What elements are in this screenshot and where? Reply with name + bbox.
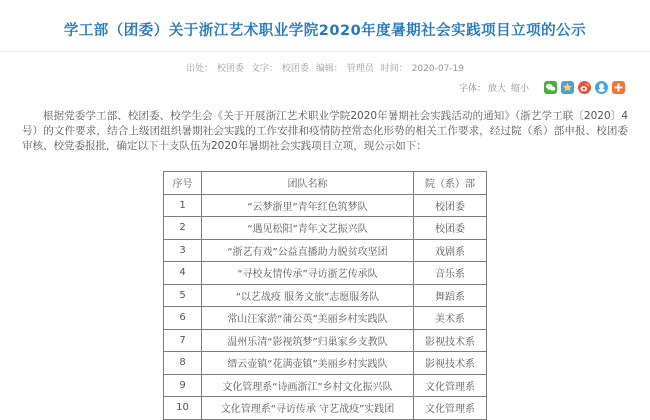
header-cell-team-name: 团队名称 <box>202 172 414 195</box>
table-row <box>164 352 487 375</box>
table-cell: 5 <box>164 284 202 307</box>
table-cell: 舞蹈系 <box>414 284 487 307</box>
font-zoom-in-link[interactable]: 放大 <box>487 84 506 94</box>
qzone-icon[interactable] <box>561 81 574 94</box>
meta-source-value: 校团委 <box>216 64 244 74</box>
article-paragraph: 根据党委学工部、校团委、校学生会《关于开展浙江艺术职业学院2020年暑期社会实践活动的通知》（浙艺学工联〔2020〕4号）的文件要求，结合上级团组织暑期社会实践的工作安排和疫情防控常态化形势的相关工作要求，经过院（系）部申报、校团委审核、校党委报批，确定以下十支队伍为2020年暑期社会实践项目立项，现公示如下： <box>22 110 628 152</box>
meta-editor-label: 编辑： <box>315 64 343 74</box>
table-cell: 10 <box>164 397 202 420</box>
project-table-body <box>164 194 487 419</box>
table-cell: 1 <box>164 194 202 217</box>
table-cell: 6 <box>164 307 202 330</box>
more-share-icon[interactable] <box>612 81 625 94</box>
font-share-toolbar <box>0 81 625 94</box>
table-row <box>164 374 487 397</box>
page-title: 学工部（团委）关于浙江艺术职业学院2020年度暑期社会实践项目立项的公示 <box>63 23 587 39</box>
table-cell: 3 <box>164 239 202 262</box>
table-cell: 缙云壶镇“花满壶镇”美丽乡村实践队 <box>202 352 414 375</box>
table-cell: “遇见松阳”青年文艺振兴队 <box>202 217 414 240</box>
meta-time-value: 2020-07-19 <box>411 64 465 74</box>
meta-source-label: 出处： <box>185 64 213 74</box>
meta-text-value: 校团委 <box>281 64 309 74</box>
table-cell: “寻校友情传承”寻访浙艺传承队 <box>202 262 414 285</box>
table-row <box>164 284 487 307</box>
share-icon-bar <box>540 81 625 94</box>
table-cell: 8 <box>164 352 202 375</box>
table-cell: 9 <box>164 374 202 397</box>
table-cell: 4 <box>164 262 202 285</box>
table-cell: 文化管理系 <box>414 397 487 420</box>
meta-text-label: 文字： <box>250 64 278 74</box>
table-cell: 2 <box>164 217 202 240</box>
wechat-icon[interactable] <box>544 81 557 94</box>
table-cell: 影视技术系 <box>414 352 487 375</box>
table-cell: 文化管理系“寻访传承 守艺战疫”实践团 <box>202 397 414 420</box>
table-row <box>164 239 487 262</box>
table-row <box>164 307 487 330</box>
title-divider <box>0 51 650 52</box>
font-zoom-out-link[interactable]: 缩小 <box>510 84 529 94</box>
project-table <box>163 171 487 420</box>
table-cell: 文化管理系 <box>414 374 487 397</box>
qq-icon[interactable] <box>595 81 608 94</box>
table-cell: 美术系 <box>414 307 487 330</box>
table-cell: 戏剧系 <box>414 239 487 262</box>
table-row <box>164 397 487 420</box>
table-row <box>164 329 487 352</box>
table-cell: “以艺战疫 服务文旅”志愿服务队 <box>202 284 414 307</box>
font-size-label: 字体： <box>458 84 486 94</box>
table-cell: 校团委 <box>414 194 487 217</box>
header-cell-department: 院（系）部 <box>414 172 487 195</box>
meta-time-label: 时间： <box>380 64 408 74</box>
header-cell-index: 序号 <box>164 172 202 195</box>
table-cell: 文化管理系“诗画浙江”乡村文化振兴队 <box>202 374 414 397</box>
table-row <box>164 217 487 240</box>
weibo-icon[interactable] <box>578 81 591 94</box>
meta-editor-value: 管理员 <box>346 64 374 74</box>
table-cell: “云梦浙里”青年红色筑梦队 <box>202 194 414 217</box>
table-cell: 影视技术系 <box>414 329 487 352</box>
table-cell: 常山汪家淤“蒲公英”美丽乡村实践队 <box>202 307 414 330</box>
table-row <box>164 194 487 217</box>
article-meta <box>0 61 650 74</box>
table-cell: 音乐系 <box>414 262 487 285</box>
table-header-row <box>164 172 487 195</box>
table-cell: “浙艺有戏”公益直播助力脱贫攻坚团 <box>202 239 414 262</box>
table-row <box>164 262 487 285</box>
table-cell: 7 <box>164 329 202 352</box>
table-cell: 温州乐清“影视筑梦”归巢家乡支教队 <box>202 329 414 352</box>
table-cell: 校团委 <box>414 217 487 240</box>
